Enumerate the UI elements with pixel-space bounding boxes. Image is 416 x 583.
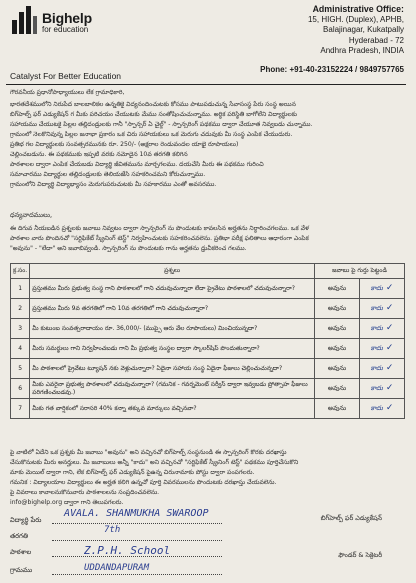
office-address: [260, 4, 404, 76]
answer-yes-option[interactable]: అవును: [315, 299, 360, 319]
table-row: [11, 319, 405, 339]
student-name-value[interactable]: AVALA. SHANMUKHA SWAROOP: [64, 508, 209, 519]
question-number: 6: [11, 379, 30, 399]
answer-no-option[interactable]: [360, 299, 405, 319]
question-text: మీకు ఎవరైనా ప్రభుత్వ పాఠశాలలో చదువుచున్నారా? (గమనిక - గవర్నమెంట్ సర్వీస్ ద్వారా ఇవ్వబడు ప్రోత్సాహ ఫీజులు పరిగణించబడవు.): [30, 379, 315, 399]
answer-yes-option[interactable]: అవును: [315, 399, 360, 419]
brand-name: Bighelp: [42, 10, 92, 26]
checkmark-icon: ✓: [385, 363, 394, 373]
checkmark-icon: ✓: [385, 383, 394, 393]
answer-no-label: కాదు: [370, 324, 383, 332]
question-text: మీకు గత వార్షికంలో సరాసరి 40% కన్నా తక్కువ మార్కులు వచ్చినవా?: [30, 399, 315, 419]
class-underline: [52, 540, 222, 541]
address-line: Balajinagar, Kukatpally: [323, 25, 404, 35]
text-line: సహాయము చేయుటకై పిల్లల తల్లిదండ్రులకు గానీ "స్పాన్సర్ ఏ చైల్డ్" - స్పాన్సరింగ్ పథకము ద్వారా చేయూత నివ్వబడు చున్నాము.: [10, 121, 313, 128]
col-header-number: క్ర.సం.: [11, 264, 30, 279]
checkmark-icon: ✓: [385, 283, 394, 293]
col-header-answer: జవాబు పై గుర్తు పెట్టండి: [315, 264, 405, 279]
question-number: 5: [11, 359, 30, 379]
answer-no-label: కాదు: [370, 304, 383, 312]
text-line: బిగ్‌హెల్ప్ ఫర్ ఎడ్యుకేషన్ గ మీకు పరిచయం చేయుటకు మేము సంతోషించుచున్నాము. అర్ధిక పరిస్థితి బాగోలేని విద్యార్థులకు: [10, 111, 297, 118]
answer-yes-option[interactable]: అవును: [315, 279, 360, 299]
text-line: గ్రామంలోని విద్యార్థి విద్యాభ్యాసం మెరుగుపరుచుటకు మీ సహకారము ఎంతో అవసరము.: [10, 181, 217, 188]
logo-bars-icon: [12, 4, 38, 34]
greeting: గౌరవనీయ ప్రధానోపాధ్యాయులు లేక గ్రామాధికారి,: [10, 89, 125, 96]
text-line: పాఠశాలల ద్వారా ఎంపిక చేయబడు విద్యార్థి జీవితమును మార్చగలము. దయచేసి మీరు ఈ పథకము గురించి: [10, 161, 264, 168]
checkmark-icon: ✓: [385, 403, 394, 413]
text-line: పాఠశాల వారు పొందినచో "సర్టిఫికేట్ స్క్రీనింగ్ టెస్ట్" నిర్వహించుటకు సహకరించవలెను. ప్రతిభా పరీక్ష ఫలితాలు ఆధారంగా ఎంపిక: [10, 235, 309, 242]
text-line: భారతదేశములోని నిరుపేద బాలబాలికల ఉన్నతికై విద్యనందించుటకు కోసము పాటుపడుచున్న సేవాసంస్థ పేరు సంస్థ అయిన: [10, 101, 296, 108]
question-number: 3: [11, 319, 30, 339]
school-label: పాఠశాల: [10, 548, 32, 556]
bighelp-logo: [12, 4, 92, 34]
student-name-label: విద్యార్థి పేరు: [10, 516, 42, 524]
text-line: సమాచారము విద్యార్థుల తల్లిదండ్రులకు తెలియజేసి సహకరించమని కోరుచున్నాము.: [10, 171, 206, 178]
header-divider: [6, 84, 406, 85]
text-line: పై వాటిలో ఏదేని ఒక ప్రశ్నకు మీ జవాబు "అవును" అని వచ్చినచో బిగ్‌హెల్ప్ సంస్థనుండి ఈ స్పాన్సరింగ్ కొరకు దరఖాస్తు: [10, 449, 287, 456]
village-label: గ్రామము: [10, 566, 33, 574]
question-number: 7: [11, 399, 30, 419]
answer-no-option[interactable]: [360, 379, 405, 399]
question-number: 2: [11, 299, 30, 319]
answer-yes-option[interactable]: అవును: [315, 359, 360, 379]
answer-no-option[interactable]: [360, 339, 405, 359]
checkmark-icon: ✓: [385, 303, 394, 313]
village-underline: [52, 574, 222, 575]
intro-paragraph: [10, 100, 410, 190]
question-text: ప్రస్తుతము మీరు 9వ తరగతిలో గాని 10వ తరగతిలో గాని చదువుచున్నారా?: [30, 299, 315, 319]
table-row: [11, 399, 405, 419]
question-text: మీ పాఠశాలలో ప్రైవేటు ట్యూషన్ నకు వెళ్లుచున్నారా? ఏదైనా సహాయ సంస్థ ఏదైనా ఫీజులు చెల్లించుచున్నదా?: [30, 359, 315, 379]
office-title: Administrative Office:: [312, 4, 404, 14]
address-line: Andhra Pradesh, INDIA: [320, 46, 404, 56]
class-label: తరగతి: [10, 532, 29, 540]
text-line: పై వివరాలు కావాలనుకొనువారు పాఠశాలలను సంప్రదించవలెను.: [10, 489, 160, 496]
table-row: [11, 359, 405, 379]
answer-no-label: కాదు: [370, 364, 383, 372]
instructions-paragraph: [10, 224, 410, 254]
eligibility-paragraph: [10, 448, 410, 478]
answer-no-option[interactable]: [360, 399, 405, 419]
email-line: info@bighelp.org ద్వారా గాని తెలుపగలరు.: [10, 499, 124, 506]
signature-title: ఫౌండర్ & సెక్రెటరీ: [338, 551, 382, 559]
phone-number: Phone: +91-40-23152224 / 9849757765: [260, 64, 404, 74]
thanks-line: ధన్యవాదములు,: [10, 211, 53, 219]
answer-no-label: కాదు: [370, 284, 383, 292]
col-header-question: ప్రశ్నలు: [30, 264, 315, 279]
table-row: [11, 279, 405, 299]
note-paragraph: [10, 478, 410, 508]
text-line: మాకు మెయిల్ ద్వారా గాని, లేక బిగ్‌హెల్ప్ ఫర్ ఎడ్యుకేషన్ పైఉన్న చిరునామాకు పోస్టు ద్వారా పంపగలరు.: [10, 469, 255, 476]
answer-no-label: కాదు: [370, 344, 383, 352]
text-line: ప్రతిభ గల విద్యార్థులకు సంవత్సరమునకు రూ. 250/- (అక్షరాల రెండువందల యాభై రూపాయలు): [10, 141, 239, 148]
questionnaire-table: [10, 263, 405, 419]
answer-no-option[interactable]: [360, 359, 405, 379]
class-value[interactable]: 7th: [104, 525, 121, 535]
question-number: 1: [11, 279, 30, 299]
address-line: Hyderabad - 72: [348, 35, 404, 45]
table-row: [11, 379, 405, 399]
school-value[interactable]: Z.P.H. School: [84, 544, 171, 557]
table-header-row: [11, 264, 405, 279]
address-line: 15, HIGH. (Duplex), APHB,: [307, 14, 404, 24]
text-line: చేసుకొనుటకు మీరు అనర్హులు. మీ జవాబులు అన్నీ "కాదు" అని వచ్చినచో "సర్టిఫికేట్ స్క్రీనింగ్ టెస్ట్" పథకము పూర్తిచేసుకొని: [10, 459, 299, 466]
name-underline: [52, 523, 222, 524]
answer-yes-option[interactable]: అవును: [315, 339, 360, 359]
table-row: [11, 299, 405, 319]
question-text: మీరు సమర్థులు గాని నిర్వహించబడు గాని మీ ప్రభుత్వ సంస్థల ద్వారా స్కాలర్‌షిప్ పొందుతున్నారా?: [30, 339, 315, 359]
brand-subtitle: for education: [42, 25, 89, 34]
question-text: మీ కుటుంబ సంవత్సరాదాయం రూ. 36,000/- (ముప్పై ఆరు వేల రూపాయలు) మించియున్నదా?: [30, 319, 315, 339]
text-line: చెల్లించబడును. ఈ పథకముకు ఇప్పటి వరకు నమోదైన 10వ తరగతి కలిగిన: [10, 151, 188, 158]
question-text: ప్రస్తుతము మీరు ప్రభుత్వ సంస్థ గాని పాఠశాలలో గాని చదువుచున్నారా లేదా ప్రైవేటు పాఠశాలలో చదువుచున్నారా?: [30, 279, 315, 299]
text-line: ఈ దిగువ నీయబడిన ప్రశ్నలకు జవాబు నివ్వటం ద్వారా స్పాన్సరింగ్ ను పొందుటకు కావలసిన అర్హతను నిర్ధారించగలము. ఒక వేళ: [10, 225, 309, 232]
table-row: [11, 339, 405, 359]
checkmark-icon: ✓: [385, 343, 394, 353]
answer-no-option[interactable]: [360, 279, 405, 299]
answer-no-label: కాదు: [370, 384, 383, 392]
text-line: గమనిక : విద్యాలయాల విద్యార్థులు ఈ అర్హత కలిగి ఉన్నచో పూర్తి వివరములను పొందుటకు దరఖాస్తు చేయవలెను.: [10, 479, 277, 486]
answer-no-option[interactable]: [360, 319, 405, 339]
answer-no-label: కాదు: [370, 404, 383, 412]
checkmark-icon: ✓: [385, 323, 394, 333]
village-value[interactable]: UDDANDAPURAM: [84, 563, 150, 573]
tagline: Catalyst For Better Education: [10, 71, 122, 81]
answer-yes-option[interactable]: అవును: [315, 319, 360, 339]
answer-yes-option[interactable]: అవును: [315, 379, 360, 399]
signature-org: బిగ్‌హెల్ప్ ఫర్ ఎడ్యుకేషన్: [320, 514, 382, 522]
text-line: గ్రామంలో నెలకొనివున్న పిల్లల జనాభా ప్రకారం ఒక చిరు సహాయకులు ఒక మెరుగు చదువుకు మీ సంస్థ ఎంపిక చేయుదురు.: [10, 131, 293, 138]
question-number: 4: [11, 339, 30, 359]
text-line: "అవును" - "లేదా" అని జవాబివ్వండి. స్పాన్సరింగ్ ను పొందుటకు గాను అర్హతను ధ్రువీకరించ గలము.: [10, 245, 247, 252]
